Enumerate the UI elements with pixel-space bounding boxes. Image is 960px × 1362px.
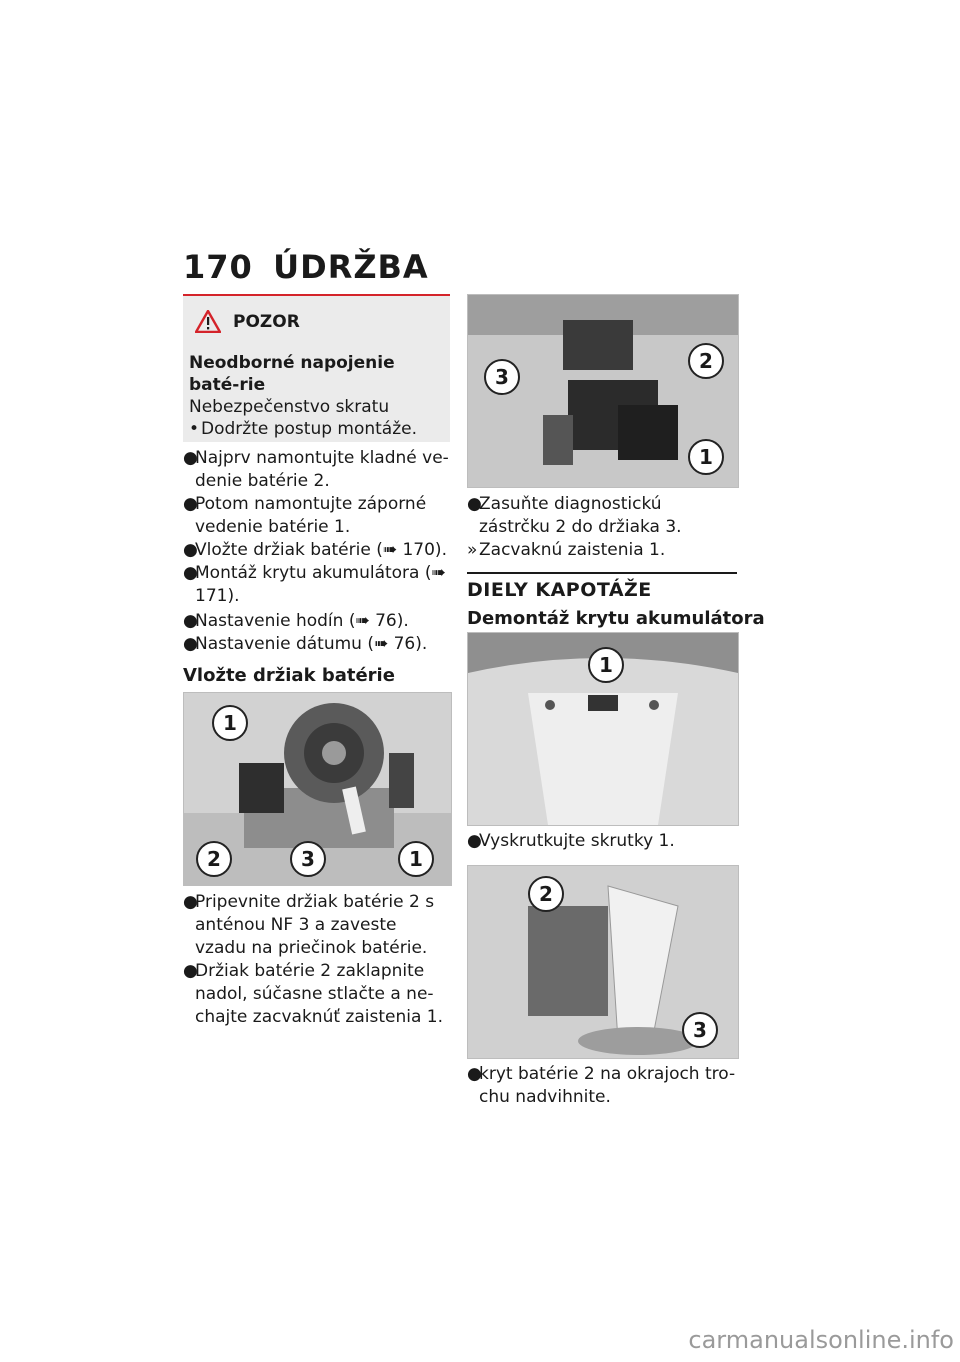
callout-2: 2 (688, 343, 724, 379)
warning-triangle-icon (195, 310, 221, 333)
chapter-title: ÚDRŽBA (273, 248, 429, 286)
callout-3: 3 (290, 841, 326, 877)
callout-3: 3 (484, 359, 520, 395)
section-rule (467, 572, 737, 574)
left-steps-2: ● Nastavenie hodín (➠ 76). ● Nastavenie dátumu (➠ 76). (183, 611, 428, 654)
callout-2: 2 (528, 876, 564, 912)
battery-holder-figure (183, 692, 452, 886)
step-text: Nastavenie dátumu (➠ 76). (195, 634, 428, 654)
step-text: kryt batérie 2 na okrajoch tro-chu nadvihnite. (479, 1064, 736, 1107)
step-text: Nastavenie hodín (➠ 76). (195, 611, 409, 631)
step-text: Vyskrutkujte skrutky 1. (479, 831, 675, 851)
page-number: 170 (183, 248, 253, 286)
diagnostic-plug-figure (467, 294, 739, 488)
section-heading-demontaz: Demontáž krytu akumulátora (467, 608, 765, 629)
warning-header (195, 310, 300, 333)
warning-bullet: Dodržte postup montáže. (201, 419, 418, 439)
step-text: Najprv namontujte kladné ve-denie batérie 2. (195, 448, 449, 491)
step-text: Potom namontujte záporné vedenie batérie 1. (195, 494, 427, 537)
watermark: carmanualsonline.info (688, 1326, 954, 1354)
step-text: Zasuňte diagnostickú zástrčku 2 do držiaka 3. (479, 494, 682, 537)
step-text: Zacvaknú zaistenia 1. (479, 540, 666, 560)
step-text: Pripevnite držiak batérie 2 s anténou NF 3 a zaveste vzadu na priečinok batérie. (195, 892, 435, 958)
fig3-steps: ● Vyskrutkujte skrutky 1. (467, 831, 675, 851)
callout-3: 3 (682, 1012, 718, 1048)
fig4-steps: ● kryt batérie 2 na okrajoch tro-chu nadvihnite. (467, 1064, 736, 1107)
page-header (183, 248, 429, 286)
warning-box: POZOR Neodborné napojenie baté-rie Nebezpečenstvo skratu • Dodržte postup montáže. (183, 294, 450, 442)
cover-lift-figure (467, 865, 739, 1059)
warning-title: Neodborné napojenie baté-rie (189, 353, 395, 395)
left-steps: ● Najprv namontujte kladné ve-denie batérie 2. ● Potom namontujte záporné vedenie batérie 1. ● Vložte držiak batérie (➠ 170). ● Montáž krytu akumulátora (➠ 171). (183, 448, 449, 606)
section-heading-vlozte: Vložte držiak batérie (183, 665, 395, 686)
step-text: Držiak batérie 2 zaklapnite nadol, súčasne stlačte a ne-chajte zacvaknúť zaistenia 1. (195, 961, 444, 1027)
section-heading-diely: DIELY KAPOTÁŽE (467, 579, 652, 601)
fig1-steps: ● Pripevnite držiak batérie 2 s anténou NF 3 a zaveste vzadu na priečinok batérie. ● Držiak batérie 2 zaklapnite nadol, súčasne stlačte a ne-chajte zacvaknúť zaistenia 1. (183, 892, 444, 1027)
callout-1: 1 (688, 439, 724, 475)
right-steps: ● Zasuňte diagnostickú zástrčku 2 do držiaka 3. » Zacvaknú zaistenia 1. (467, 494, 682, 560)
warning-subtitle: Nebezpečenstvo skratu (189, 397, 390, 417)
callout-2: 2 (196, 841, 232, 877)
callout-1: 1 (212, 705, 248, 741)
callout-1b: 1 (398, 841, 434, 877)
callout-1: 1 (588, 647, 624, 683)
step-text: Vložte držiak batérie (➠ 170). (195, 540, 447, 560)
step-text: Montáž krytu akumulátora (➠ 171). (195, 563, 446, 606)
warning-label: POZOR (233, 311, 300, 332)
cover-screws-figure (467, 632, 739, 826)
